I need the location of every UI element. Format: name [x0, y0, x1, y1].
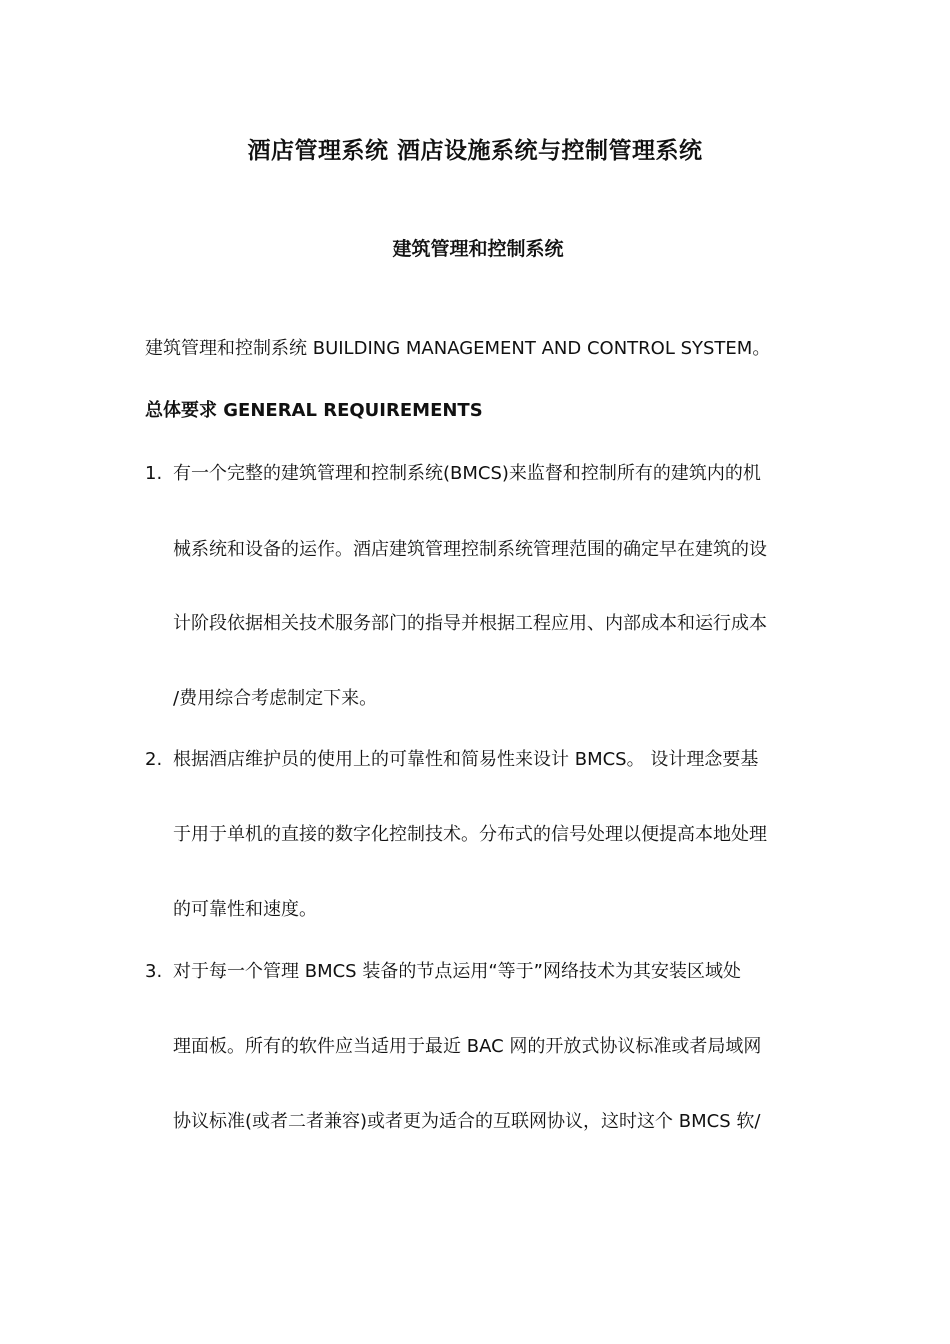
list-item-line: 的可靠性和速度。	[173, 899, 317, 920]
list-item-line: 根据酒店维护员的使用上的可靠性和简易性来设计 BMCS。 设计理念要基	[173, 749, 759, 770]
document-subtitle: 建筑管理和控制系统	[392, 238, 564, 260]
list-item-line: 对于每一个管理 BMCS 装备的节点运用“等于”网络技术为其安装区域处	[173, 961, 741, 982]
list-item-line: 计阶段依据相关技术服务部门的指导并根据工程应用、内部成本和运行成本	[173, 613, 767, 634]
document-title: 酒店管理系统 酒店设施系统与控制管理系统	[247, 138, 703, 164]
list-item-line: 械系统和设备的运作。酒店建筑管理控制系统管理范围的确定早在建筑的设	[173, 539, 767, 560]
list-item-number: 2.	[145, 749, 163, 770]
list-item-line: 有一个完整的建筑管理和控制系统(BMCS)来监督和控制所有的建筑内的机	[173, 463, 761, 484]
intro-paragraph: 建筑管理和控制系统 BUILDING MANAGEMENT AND CONTROL SYSTEM。	[145, 338, 771, 359]
list-item-line: /费用综合考虑制定下来。	[173, 688, 378, 709]
list-item-line: 协议标准(或者二者兼容)或者更为适合的互联网协议，这时这个 BMCS 软/	[173, 1111, 761, 1132]
section-heading: 总体要求 GENERAL REQUIREMENTS	[145, 400, 483, 421]
list-item-line: 理面板。所有的软件应当适用于最近 BAC 网的开放式协议标准或者局域网	[173, 1036, 762, 1057]
list-item-number: 3.	[145, 961, 163, 982]
list-item-number: 1.	[145, 463, 163, 484]
list-item-line: 于用于单机的直接的数字化控制技术。分布式的信号处理以便提高本地处理	[173, 824, 767, 845]
